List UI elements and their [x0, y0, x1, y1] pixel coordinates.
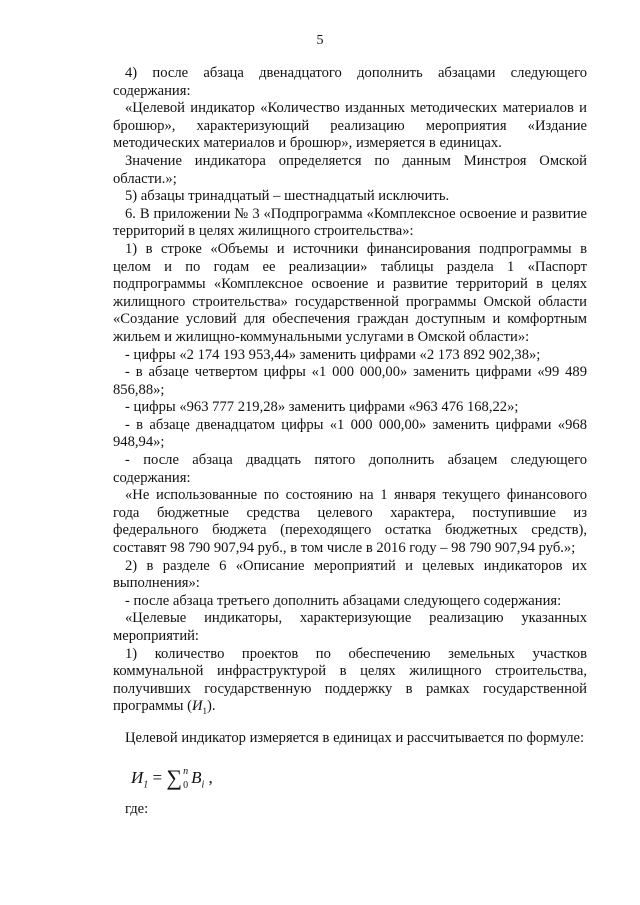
paragraph-indicator-1 [113, 646, 587, 721]
paragraph-indicator-1-text: 1) количество проектов по обеспечению земельных участков коммунальной инфраструктурой в целях жилищного строительства, получивших государственную поддержку в рамках государственной программы ( [113, 645, 587, 715]
bullet-figures-4: - в абзаце двенадцатом цифры «1 000 000,00» заменить цифрами «968 948,94»; [113, 416, 587, 451]
paragraph-indicator-value: Значение индикатора определяется по данным Минстроя Омской области.»; [113, 152, 587, 187]
paragraph-indicator-1-suffix: ). [207, 698, 216, 715]
sum-lower: 0 [183, 780, 189, 792]
page-number: 5 [316, 33, 324, 48]
paragraph-4: 4) после абзаца двенадцатого дополнить абзацами следующего содержания: [113, 65, 587, 99]
formula-term-sub: i [201, 779, 205, 791]
formula [131, 761, 587, 791]
formula-lhs: И [131, 768, 144, 788]
sum-upper: n [183, 766, 189, 778]
paragraph-6-1: 1) в строке «Объемы и источники финансирования подпрограммы в целом и по годам ее реализации» таблицы раздела 1 «Паспорт подпрограммы «Комплексное освоение и развитие территорий в целях жилищного строительства» государственной программы Омской области «Создание условий для обеспечения граждан доступным и комфортным жильем и жилищно-коммунальными услугами в Омской области»: [113, 240, 587, 345]
bullet-add-paragraph: - после абзаца двадцать пятого дополнить абзацем следующего содержания: [113, 452, 587, 486]
paragraph-unused-funds-quote: «Не использованные по состоянию на 1 января текущего финансового года бюджетные средства целевого характера, поступившие из федерального бюджета (переходящего остатка бюджетных средств), составят 98 790 907,94 руб., в том числе в 2016 году – 98 790 907,94 руб.»; [113, 487, 587, 557]
paragraph-target-indicators-quote: «Целевые индикаторы, характеризующие реализацию указанных мероприятий: [113, 610, 587, 644]
formula-term: B [191, 768, 202, 788]
paragraph-6-2: 2) в разделе 6 «Описание мероприятий и целевых индикаторов их выполнения»: [113, 557, 587, 592]
paragraph-6: 6. В приложении № 3 «Подпрограмма «Комплексное освоение и развитие территорий в целях жилищного строительства»: [113, 205, 587, 240]
where-label: где: [125, 801, 149, 818]
formula-lhs-sub: 1 [143, 779, 149, 791]
formula-eq: = [148, 768, 167, 788]
bullet-add-after-third: - после абзаца третьего дополнить абзацами следующего содержания: [125, 592, 562, 609]
bullet-figures-3: - цифры «963 777 219,28» заменить цифрами «963 476 168,22»; [125, 399, 519, 416]
formula-tail: , [204, 768, 213, 788]
inline-variable: $И_1$ [191, 698, 207, 717]
bullet-figures-1: - цифры «2 174 193 953,44» заменить цифрами «2 173 892 902,38»; [125, 346, 541, 363]
paragraph-indicator-quote: «Целевой индикатор «Количество изданных методических материалов и брошюр», характеризующий реализацию мероприятия «Издание методических материалов и брошюр», измеряется в единицах. [113, 100, 587, 152]
paragraph-5: 5) абзацы тринадцатый – шестнадцатый исключить. [125, 188, 450, 205]
paragraph-measure: Целевой индикатор измеряется в единицах и рассчитывается по формуле: [125, 729, 585, 746]
bullet-figures-2: - в абзаце четвертом цифры «1 000 000,00» заменить цифрами «99 489 856,88»; [113, 364, 587, 398]
sum-limits [182, 761, 191, 791]
document-body [113, 65, 587, 819]
sigma-symbol: ∑ [166, 765, 183, 791]
